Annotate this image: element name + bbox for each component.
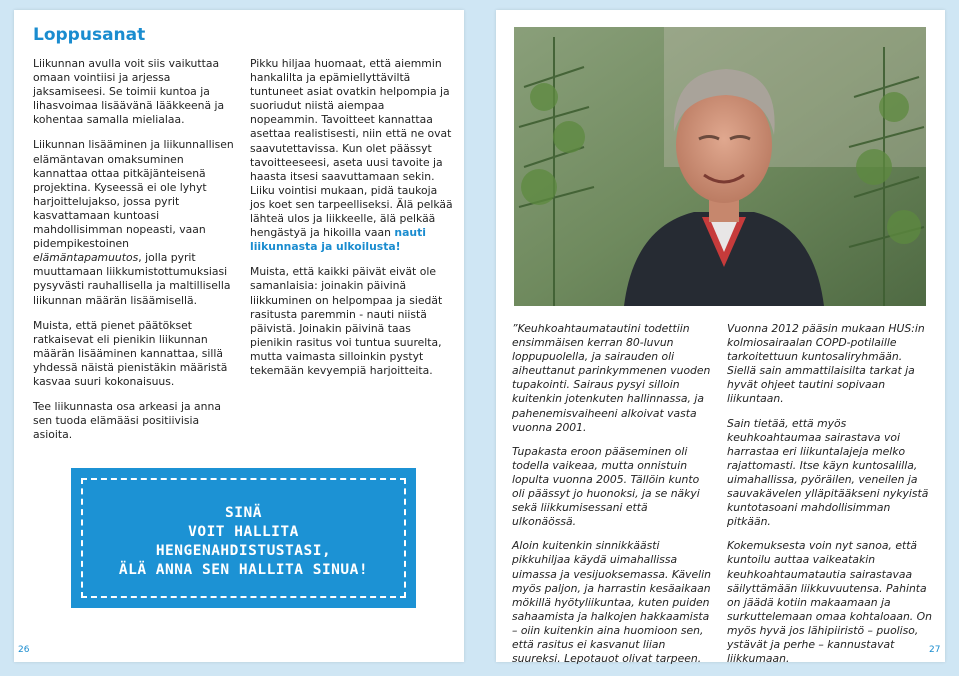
right-page (496, 10, 945, 666)
paragraph: Sain tietää, että myös keuhkoahtaumaa sairastava voi harrastaa eri liikuntalajeja melko rajattomasti. Itse käyn kuntosalilla, uimahallissa, pyöräilen, veneilen ja sauvakävelen ylläpitääkseni nykyistä kuntotasoani mahdollisimman pitkään. (727, 416, 929, 529)
page-heading: Loppusanat (33, 25, 146, 45)
paragraph: Muista, että kaikki päivät eivät ole samanlaisia: joinakin päivinä liikkuminen on helpompaa ja siedät rasitusta paremmin - nauti niistä päivistä. Joinakin päivinä taas pienikin rasitus voi tuntua suurelta, mutta vaimasta silloinkin pystyt tekemään kevyempiä harjoitteita. (250, 265, 443, 377)
slogan-banner (71, 468, 416, 608)
page-number: 26 (18, 645, 30, 655)
testimonial-column-1 (512, 322, 712, 676)
portrait-photo (514, 27, 926, 306)
paragraph: Pikku hiljaa huomaat, että aiemmin hankalilta ja epämiellyttäviltä tuntuneet asiat ovatkin helpompia ja suoriudut niistä aiempaa nopeammin. Tavoitteet kannattaa asettaa realistisesti, niin että ne ovat saavutettavissa. Kun olet päässyt tavoitteeseesi, aseta uusi tavoite ja haasta itsesi saavuttamaan sekin. Liiku vointisi mukaan, pidä taukoja jos koet sen tarpeelliseksi. Älä pelkää lähteä ulos ja liikkeelle, älä pelkää hengästyä ja hikoilla vaan nauti liikunnasta ja ulkoilusta! (250, 57, 453, 254)
testimonial-column-2 (727, 322, 932, 676)
paragraph: ”Keuhkoahtaumatautini todettiin ensimmäisen kerran 80-luvun loppupuolella, ja sairauden oli aiheuttanut parinkymmenen vuoden tupakointi. Sairaus pysyi silloin kuitenkin jotenkuten hallinnassa, ja pahenemisvaiheeni alkoivat vasta vuonna 2001. (512, 322, 711, 434)
emphasis-text: elämäntapamuutos (33, 251, 139, 265)
paragraph: Liikunnan avulla voit siis vaikuttaa omaan vointiisi ja arjessa jaksamiseesi. Se toimii kuntoa ja lihasvoimaa lisäävänä lääkkeenä ja kohentaa samalla mielialaa. (33, 57, 225, 127)
page-number: 27 (929, 645, 941, 655)
paragraph: Tee liikunnasta osa arkeasi ja anna sen tuoda elämääsi positiivisia asioita. (33, 400, 221, 442)
left-page (14, 10, 464, 662)
portrait-illustration (514, 27, 926, 306)
paragraph: Liikunnan lisääminen ja liikunnallisen elämäntavan omaksuminen kannattaa ottaa pitkäjänteisenä projektina. Kyseessä ei ole lyhyt harjoittelujakso, jossa pyrit kasvattamaan kuntoasi mahdollisimman nopeasti, vaan pidempikestoinen elämäntapamuutos, jolla pyrit muuttamaan liikkumistottumuksiasi pysyvästi rauhallisella ja maltillisella liikunnan määrän lisäämisellä. (33, 138, 234, 307)
highlight-text: nauti liikunnasta ja ulkoilusta! (250, 226, 426, 254)
text-column-1 (33, 57, 238, 453)
paragraph: Tupakasta eroon pääseminen oli todella vaikeaa, mutta onnistuin lopulta vuonna 2005. Tällöin kunto oli päässyt jo huonoksi, ja se näkyi sekä liikkumisessani että ulkonäössä. (512, 444, 700, 529)
banner-text: SINÄ VOIT HALLITA HENGENAHDISTUSTASI, ÄLÄ ANNA SEN HALLITA SINUA! (118, 505, 369, 578)
text-column-2 (250, 57, 455, 389)
paragraph: Vuonna 2012 pääsin mukaan HUS:in kolmiosairaalan COPD-potilaille tarkoitettuun kuntosaliryhmään. Siellä sain ammattilaisilta tarkat ja hyvät ohjeet tautini sopivaan liikuntaan. (727, 322, 925, 406)
paragraph: Aloin kuitenkin sinnikkäästi pikkuhiljaa käydä uimahallissa uimassa ja vesijuoksemassa. Kävelin myös paljon, ja harrastin kesäaikaan mökillä hyötyliikuntaa, kuten puiden sahaamista ja halkojen hakkaamista – oiin kuitenkin aina huomioon sen, että rasitus ei kasvanut liian suureksi. Lepotauot olivat tarpeen. (512, 539, 711, 666)
paragraph: Kokemuksesta voin nyt sanoa, että kuntoilu auttaa vaikeatakin keuhkoahtaumatautia sairastavaa säilyttämään liikkuvuutensa. Pahinta on jäädä kotiin makaamaan ja surkuttelemaan omaa kohtaloaan. On myös hyvä jos lähipiiristö – puoliso, ystävät ja perhe – kannustavat liikkumaan. (727, 539, 933, 666)
paragraph: Muista, että pienet päätökset ratkaisevat eli pienikin liikunnan määrän lisääminen kannattaa, sillä yhdessä näistä pienistäkin määristä kasvaa suuri kokonaisuus. (33, 318, 228, 388)
